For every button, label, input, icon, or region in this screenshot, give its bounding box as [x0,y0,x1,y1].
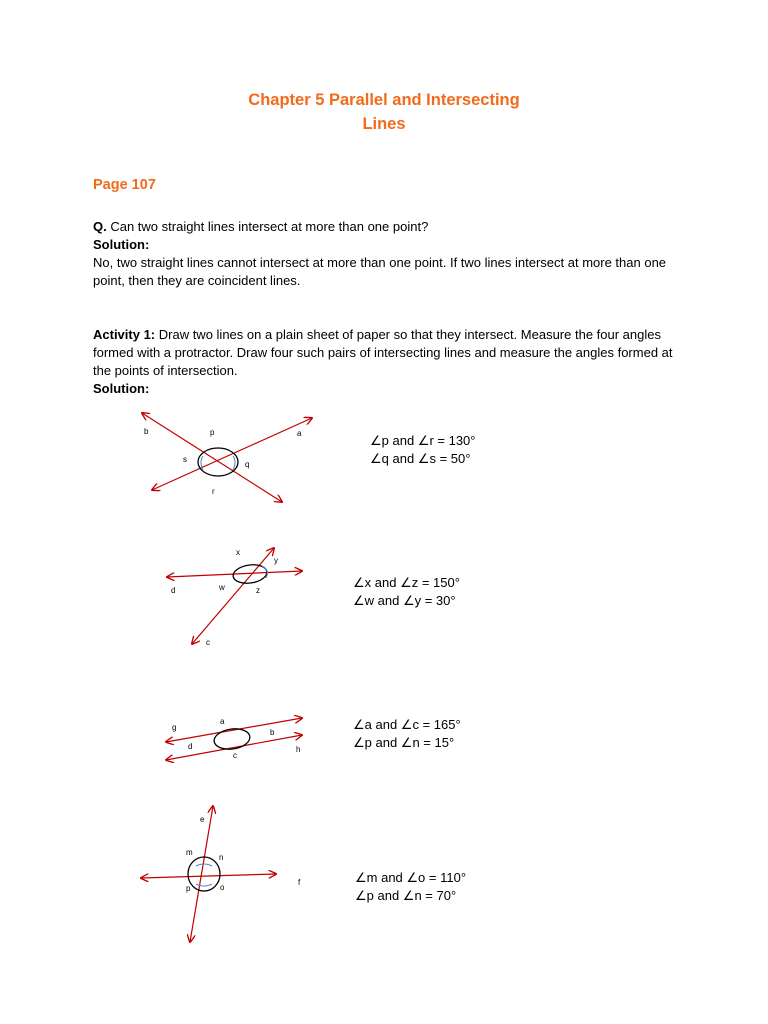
fig3-label-c: c [233,751,237,760]
figure-3-angles [353,716,461,752]
fig1-label-r: r [212,487,215,496]
figure-3-angle-line-1: ∠a and ∠c = 165° [353,717,461,732]
activity-text: Draw two lines on a plain sheet of paper so that they intersect. Measure the four angles formed with a protractor. Draw four such pairs of intersecting lines and measure the angles formed at the points of intersection. [93,327,673,378]
question-solution-label: Solution: [93,237,150,252]
fig2-label-z: z [256,586,260,595]
figure-1-angle-line-2: ∠q and ∠s = 50° [370,451,471,466]
figure-4-angles [355,869,466,905]
fig4-label-m: m [186,848,193,857]
fig4-label-p: p [186,884,191,893]
fig1-blue-arc [201,456,235,470]
fig3-label-h: h [296,745,301,754]
page-reference: Page 107 [93,177,156,193]
figure-1-angles [370,432,476,468]
fig2-label-x: x [236,548,240,557]
fig3-label-g: g [172,723,177,732]
figure-2-angle-line-2: ∠w and ∠y = 30° [353,593,456,608]
fig3-label-b: b [270,728,275,737]
fig1-label-b: b [144,427,149,436]
fig1-label-a: a [297,429,302,438]
question-text: Can two straight lines intersect at more than one point? [106,219,429,234]
figure-4-angle-line-2: ∠p and ∠n = 70° [355,888,457,903]
fig1-label-q: q [245,460,250,469]
fig3-label-a: a [220,717,225,726]
fig2-label-d: d [171,586,176,595]
fig4-label-f: f [298,878,301,887]
fig1-label-p: p [210,428,215,437]
fig4-label-e: e [200,815,205,824]
figure-1-angle-line-1: ∠p and ∠r = 130° [370,433,476,448]
fig4-label-o: o [220,883,225,892]
figure-3-angle-line-2: ∠p and ∠n = 15° [353,735,455,750]
activity-solution-label: Solution: [93,381,150,396]
chapter-title-line1: Chapter 5 Parallel and Intersecting [248,91,520,109]
fig2-label-y: y [274,556,278,565]
fig1-label-s: s [183,455,187,464]
figure-4-angle-line-1: ∠m and ∠o = 110° [355,870,467,885]
fig1-line-sa [152,418,312,490]
fig2-label-w: w [219,583,225,592]
fig2-label-c: c [206,638,210,647]
fig4-line-horizontal [141,874,276,878]
fig2-line-cy [192,548,274,644]
fig4-label-n: n [219,853,224,862]
fig3-label-d: d [188,742,193,751]
figure-2-angles [353,574,460,610]
activity-label: Activity 1: [93,327,156,342]
fig4-line-vertical [190,806,213,942]
chapter-title-line2: Lines [362,115,406,133]
question-label: Q. [93,219,107,234]
figure-2-angle-line-1: ∠x and ∠z = 150° [353,575,460,590]
question-answer: No, two straight lines cannot intersect at more than one point. If two lines intersect at more than one point, then they are coincident lines. [93,255,667,288]
fig4-blue-arc [196,864,212,886]
